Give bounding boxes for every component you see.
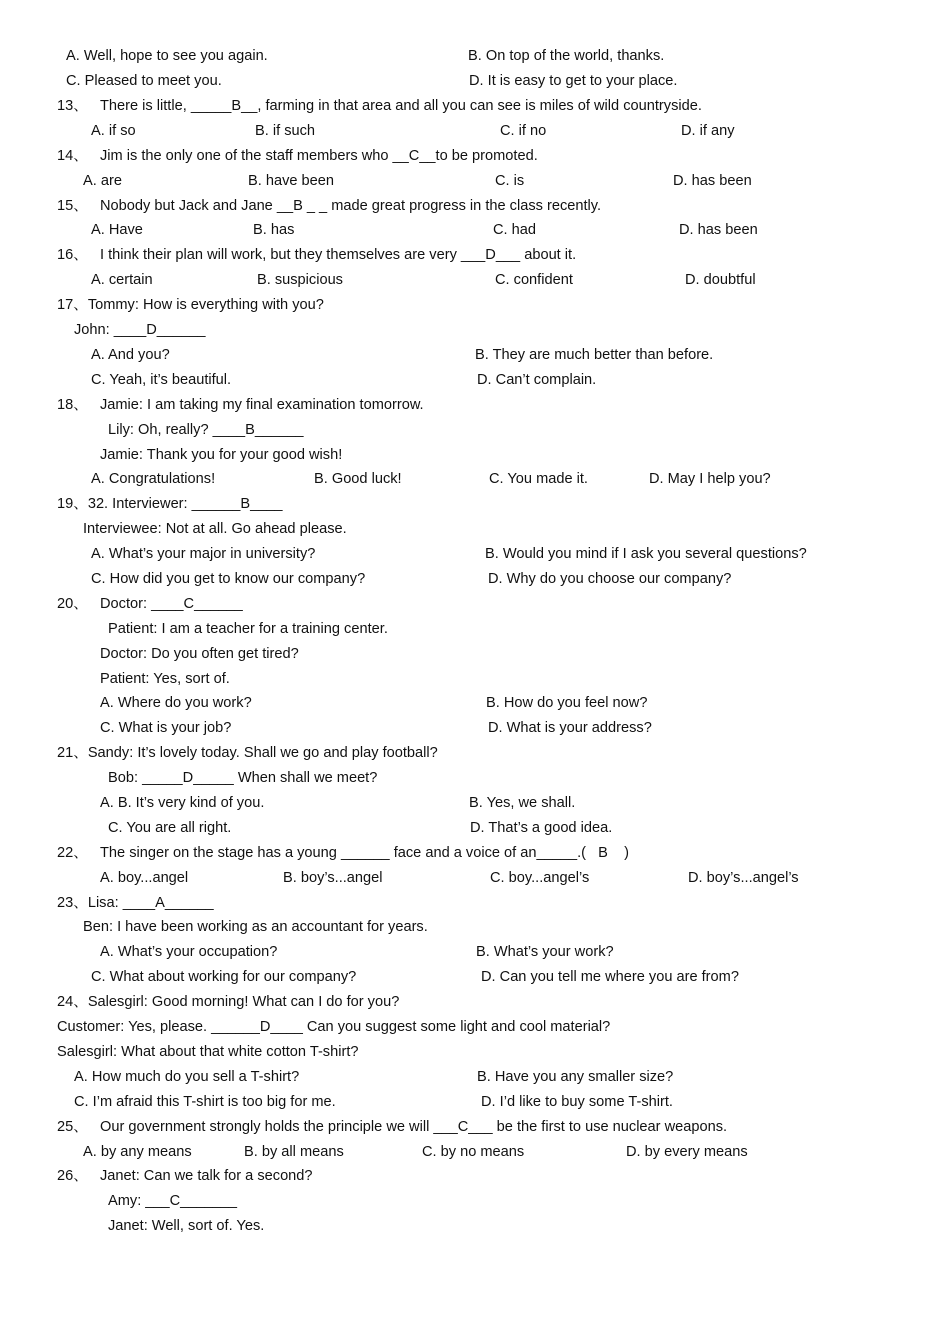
q22-option-c: C. boy...angel’s — [490, 870, 590, 886]
q26-dialogue-line: Janet: Well, sort of. Yes. — [108, 1218, 265, 1234]
q18-stem: 18、 Jamie: I am taking my final examination tomorrow. — [57, 397, 424, 413]
q24-option-a: A. How much do you sell a T-shirt? — [74, 1069, 300, 1085]
q15-option-a: A. Have — [91, 222, 143, 238]
q19-option-a: A. What’s your major in university? — [91, 546, 316, 562]
q24-stem: 24、Salesgirl: Good morning! What can I do for you? — [57, 994, 400, 1010]
q20-option-d: D. What is your address? — [488, 720, 652, 736]
q21-stem: 21、Sandy: It’s lovely today. Shall we go and play football? — [57, 745, 438, 761]
q20-dialogue-line: Patient: I am a teacher for a training center. — [108, 621, 388, 637]
q22-option-a: A. boy...angel — [100, 870, 189, 886]
q13-option-d: D. if any — [681, 123, 735, 139]
q12-option-c: C. Pleased to meet you. — [66, 73, 222, 89]
q25-option-c: C. by no means — [422, 1144, 525, 1160]
q25-stem: 25、 Our government strongly holds the principle we will ___C___ be the first to use nuclear weapons. — [57, 1119, 728, 1135]
q26-dialogue-line: Amy: ___C_______ — [108, 1193, 237, 1209]
q13-option-b: B. if such — [255, 123, 316, 139]
q17-option-a: A. And you? — [91, 347, 170, 363]
q13-stem: 13、 There is little, _____B__, farming in that area and all you can see is miles of wild countryside. — [57, 98, 702, 114]
q24-option-d: D. I’d like to buy some T-shirt. — [481, 1094, 673, 1110]
q23-option-c: C. What about working for our company? — [91, 969, 357, 985]
q21-option-b: B. Yes, we shall. — [469, 795, 576, 811]
q25-option-a: A. by any means — [83, 1144, 192, 1160]
q24-option-b: B. Have you any smaller size? — [477, 1069, 674, 1085]
q17-option-c: C. Yeah, it’s beautiful. — [91, 372, 232, 388]
q18-dialogue-line: Lily: Oh, really? ____B______ — [108, 422, 304, 438]
q23-dialogue-line: Ben: I have been working as an accountant for years. — [83, 919, 428, 935]
q21-option-d: D. That’s a good idea. — [470, 820, 613, 836]
q23-option-a: A. What’s your occupation? — [100, 944, 278, 960]
q16-option-a: A. certain — [91, 272, 153, 288]
q15-option-c: C. had — [493, 222, 536, 238]
q24-dialogue-line: Customer: Yes, please. ______D____ Can you suggest some light and cool material? — [57, 1019, 611, 1035]
q13-option-c: C. if no — [500, 123, 547, 139]
q22-stem: 22、 The singer on the stage has a young ______ face and a voice of an_____.( B ) — [57, 845, 629, 861]
q19-option-c: C. How did you get to know our company? — [91, 571, 366, 587]
q21-option-c: C. You are all right. — [108, 820, 232, 836]
q17-dialogue-line: John: ____D______ — [74, 322, 206, 338]
q15-option-d: D. has been — [679, 222, 758, 238]
q17-option-d: D. Can’t complain. — [477, 372, 597, 388]
q23-stem: 23、Lisa: ____A______ — [57, 895, 214, 911]
q18-option-c: C. You made it. — [489, 471, 588, 487]
q16-stem: 16、 I think their plan will work, but they themselves are very ___D___ about it. — [57, 247, 577, 263]
q25-option-d: D. by every means — [626, 1144, 748, 1160]
q23-option-b: B. What’s your work? — [476, 944, 614, 960]
q19-option-d: D. Why do you choose our company? — [488, 571, 732, 587]
q22-option-b: B. boy’s...angel — [283, 870, 383, 886]
q14-stem: 14、 Jim is the only one of the staff members who __C__to be promoted. — [57, 148, 538, 164]
q12-option-d: D. It is easy to get to your place. — [469, 73, 678, 89]
q16-option-d: D. doubtful — [685, 272, 756, 288]
q20-option-b: B. How do you feel now? — [486, 695, 648, 711]
q19-dialogue-line: Interviewee: Not at all. Go ahead please. — [83, 521, 347, 537]
q18-dialogue-line: Jamie: Thank you for your good wish! — [100, 447, 343, 463]
q15-stem: 15、 Nobody but Jack and Jane __B _ _ made great progress in the class recently. — [57, 198, 602, 214]
q12-option-b: B. On top of the world, thanks. — [468, 48, 665, 64]
q22-option-d: D. boy’s...angel’s — [688, 870, 799, 886]
q21-dialogue-line: Bob: _____D_____ When shall we meet? — [108, 770, 378, 786]
q14-option-c: C. is — [495, 173, 525, 189]
q26-stem: 26、 Janet: Can we talk for a second? — [57, 1168, 313, 1184]
q18-option-b: B. Good luck! — [314, 471, 402, 487]
q15-option-b: B. has — [253, 222, 295, 238]
q14-option-d: D. has been — [673, 173, 752, 189]
q18-option-d: D. May I help you? — [649, 471, 771, 487]
q20-stem: 20、 Doctor: ____C______ — [57, 596, 243, 612]
q21-option-a: A. B. It’s very kind of you. — [100, 795, 265, 811]
q14-option-b: B. have been — [248, 173, 335, 189]
q20-dialogue-line: Doctor: Do you often get tired? — [100, 646, 299, 662]
q24-option-c: C. I’m afraid this T-shirt is too big for me. — [74, 1094, 336, 1110]
q13-option-a: A. if so — [91, 123, 136, 139]
q20-dialogue-line: Patient: Yes, sort of. — [100, 671, 230, 687]
q16-option-b: B. suspicious — [257, 272, 343, 288]
q18-option-a: A. Congratulations! — [91, 471, 216, 487]
q24-dialogue-line: Salesgirl: What about that white cotton T-shirt? — [57, 1044, 359, 1060]
q16-option-c: C. confident — [495, 272, 573, 288]
q19-option-b: B. Would you mind if I ask you several questions? — [485, 546, 807, 562]
q20-option-c: C. What is your job? — [100, 720, 232, 736]
q14-option-a: A. are — [83, 173, 122, 189]
q25-option-b: B. by all means — [244, 1144, 344, 1160]
q23-option-d: D. Can you tell me where you are from? — [481, 969, 739, 985]
q17-option-b: B. They are much better than before. — [475, 347, 714, 363]
q17-stem: 17、Tommy: How is everything with you? — [57, 297, 324, 313]
q12-option-a: A. Well, hope to see you again. — [66, 48, 268, 64]
q20-option-a: A. Where do you work? — [100, 695, 252, 711]
q19-stem: 19、32. Interviewer: ______B____ — [57, 496, 283, 512]
